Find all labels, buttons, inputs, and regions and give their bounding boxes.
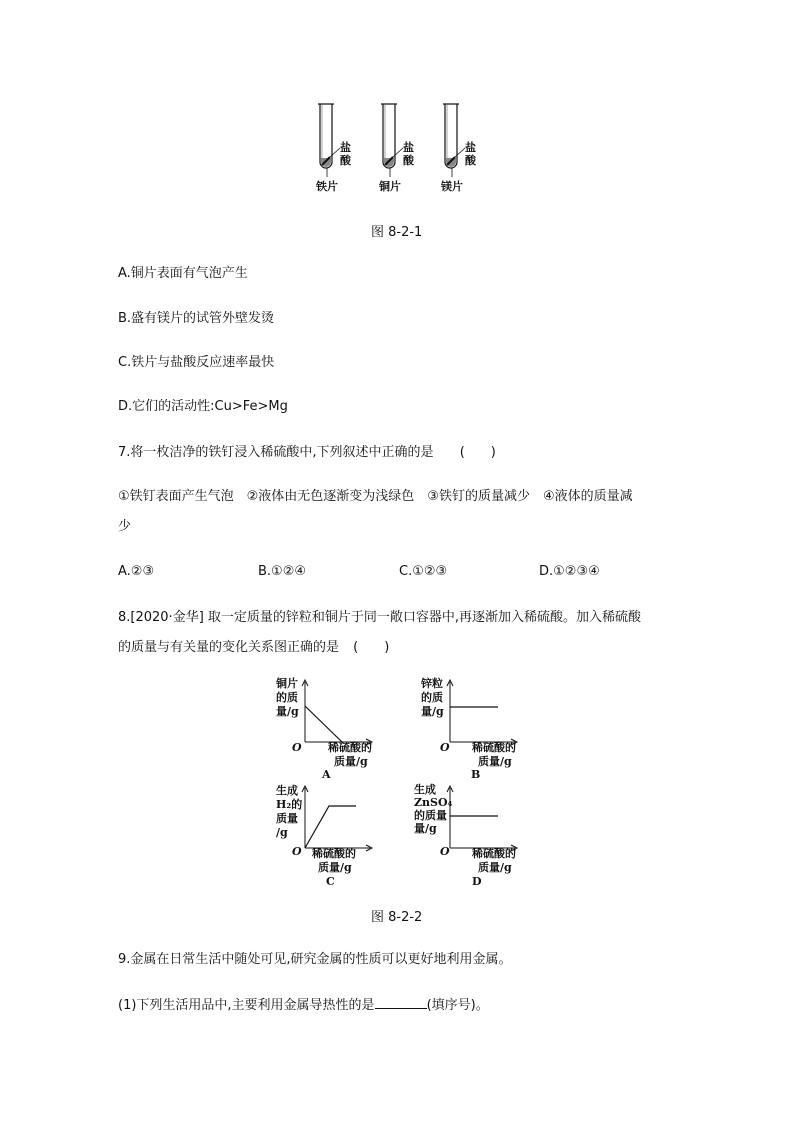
metal-label-magnesium: 镁片	[441, 180, 463, 193]
q7-option-b: B.①②④	[258, 564, 307, 579]
metal-label-iron: 铁片	[316, 180, 338, 193]
y-axis-label: 量/g	[414, 822, 437, 835]
acid-label-bottom: 酸	[403, 154, 414, 167]
acid-label-bottom: 酸	[465, 154, 476, 167]
q6-option-c: C.铁片与盐酸反应速率最快	[118, 355, 275, 370]
y-axis-label: 质量	[276, 812, 298, 825]
y-axis-label: 生成	[276, 784, 298, 797]
q9-sub1	[118, 996, 489, 1015]
graph-letter-d: D	[472, 875, 482, 888]
x-axis-label: 质量/g	[478, 861, 512, 874]
graph-letter-b: B	[471, 768, 481, 781]
answer-paren: ( )	[459, 445, 496, 460]
q9-sub1-suffix: (填序号)。	[426, 998, 489, 1013]
graph-a-curve	[305, 706, 342, 742]
origin-label: O	[440, 741, 450, 754]
graph-letter-c: C	[326, 875, 335, 888]
y-axis-label: 的质量	[414, 809, 447, 822]
answer-paren: ( )	[353, 640, 390, 655]
x-axis-label: 质量/g	[478, 755, 512, 768]
q7-statements-line1: ①铁钉表面产生气泡 ②液体由无色逐渐变为浅绿色 ③铁钉的质量减少 ④液体的质量减	[118, 489, 633, 504]
x-axis-label: 稀硫酸的	[472, 847, 516, 860]
x-axis-label: 稀硫酸的	[328, 741, 372, 754]
x-axis-label: 稀硫酸的	[312, 847, 356, 860]
q9-stem: 9.金属在日常生活中随处可见,研究金属的性质可以更好地利用金属。	[118, 952, 512, 967]
acid-label-top: 盐	[340, 141, 351, 154]
q8-line2-text: 的质量与有关量的变化关系图正确的是	[118, 640, 340, 655]
x-axis-label: 稀硫酸的	[472, 741, 516, 754]
answer-blank[interactable]	[375, 996, 427, 1009]
q9-sub1-text: (1)下列生活用品中,主要利用金属导热性的是	[118, 998, 375, 1013]
q7-stem-text: 7.将一枚洁净的铁钉浸入稀硫酸中,下列叙述中正确的是	[118, 445, 434, 460]
graph-b	[447, 680, 517, 745]
figure-caption: 图 8-2-1	[371, 225, 423, 240]
origin-label: O	[292, 845, 302, 858]
origin-label: O	[292, 741, 302, 754]
figure-caption: 图 8-2-2	[371, 910, 423, 925]
graph-a	[302, 680, 372, 745]
q6-option-a: A.铜片表面有气泡产生	[118, 266, 248, 281]
origin-label: O	[440, 845, 450, 858]
metal-label-copper: 铜片	[379, 180, 401, 193]
graph-c-curve	[305, 806, 356, 848]
q6-option-d: D.它们的活动性:Cu>Fe>Mg	[118, 399, 288, 414]
y-axis-label: 的质	[276, 691, 298, 704]
q6-option-b: B.盛有镁片的试管外壁发烫	[118, 311, 275, 326]
graph-c	[302, 786, 372, 851]
q7-option-a: A.②③	[118, 564, 155, 579]
x-axis-label: 质量/g	[318, 861, 352, 874]
q7-statements-line2: 少	[118, 519, 132, 534]
y-axis-label: H₂的	[276, 798, 303, 811]
q7-option-c: C.①②③	[399, 564, 448, 579]
acid-label-top: 盐	[403, 141, 414, 154]
x-axis-label: 质量/g	[334, 755, 368, 768]
graph-letter-a: A	[322, 768, 331, 781]
y-axis-label: /g	[276, 826, 288, 839]
graph-d	[447, 786, 517, 851]
acid-label-top: 盐	[465, 141, 476, 154]
q8-line1: 8.[2020·金华] 取一定质量的锌粒和铜片于同一敞口容器中,再逐渐加入稀硫酸。加入稀硫酸	[118, 610, 642, 625]
q7-option-d: D.①②③④	[539, 564, 600, 579]
y-axis-label: 铜片	[276, 677, 298, 690]
y-axis-label: 锌粒	[421, 677, 443, 690]
y-axis-label: 量/g	[276, 705, 299, 718]
y-axis-label: 量/g	[421, 705, 444, 718]
acid-label-bottom: 酸	[340, 154, 351, 167]
y-axis-label: 生成	[414, 783, 436, 796]
y-axis-label: 的质	[421, 691, 443, 704]
y-axis-label: ZnSO₄	[414, 796, 453, 809]
